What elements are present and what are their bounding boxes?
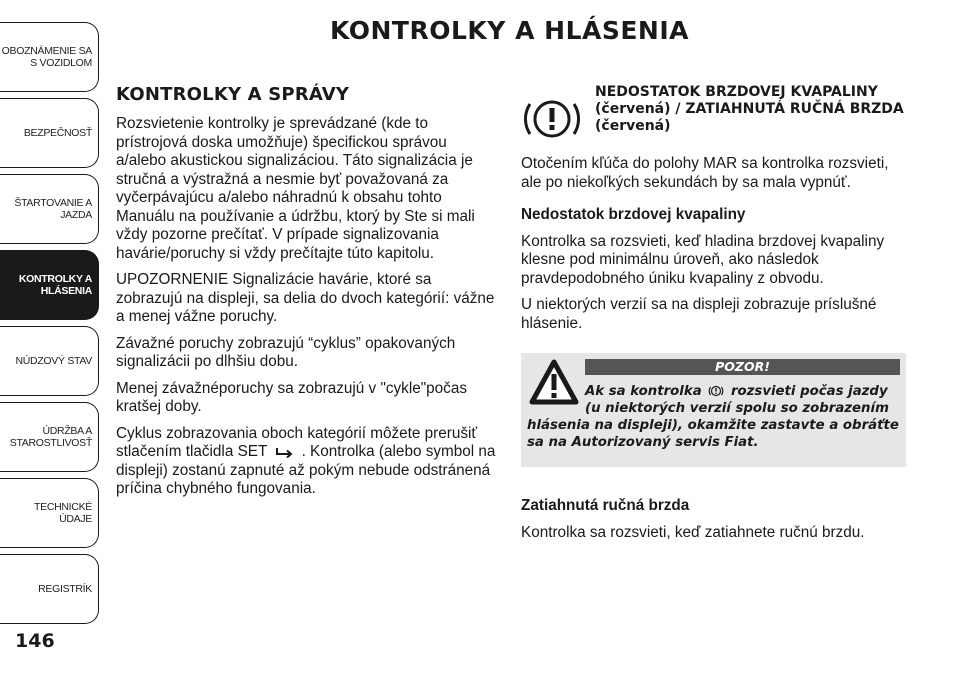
caution-line-2: (u niektorých verzií spolu so zobrazením [585, 401, 889, 416]
caution-text-before: Ak sa kontrolka [585, 384, 702, 399]
minor-faults-paragraph: Menej závažnéporuchy sa zobrazujú v "cykle"počas kratšej doby. [116, 379, 467, 415]
tab-registrik[interactable] [0, 554, 99, 624]
section-heading: KONTROLKY A SPRÁVY [116, 84, 350, 105]
display-message-paragraph: U niektorých verzií sa na displeji zobrazuje príslušné hlásenie. [521, 296, 877, 332]
brake-warning-icon [708, 383, 724, 399]
set-text-after: . Kontrolka (alebo symbol na displeji) zostanú zapnuté až pokým nebude odstránená príčina chybného fungovania. [116, 443, 496, 497]
tab-label: BEZPEČNOSŤ [23, 127, 92, 139]
notice-paragraph: UPOZORNENIE Signalizácie havárie, ktoré sa zobrazujú na displeji, sa delia do dvoch kategórií: vážne a menej vážne poruchy. [116, 271, 495, 325]
right-column [521, 84, 913, 550]
caution-box [521, 353, 906, 467]
tab-startovanie[interactable] [0, 174, 99, 244]
brake-fluid-paragraph: Kontrolka sa rozsvieti, keď hladina brzdovej kvapaliny klesne pod minimálnu úroveň, ako následok pravdepodobného úniku kvapaliny z obvodu. [521, 232, 885, 287]
tab-label: OBOZNÁMENIE SA S VOZIDLOM [1, 45, 92, 69]
intro-paragraph: Rozsvietenie kontrolky je sprevádzané (kde to prístrojová doska umožňuje) špecifickou správou a/alebo akustickou signalizáciou. Táto signalizácia je stručná a výstražná a nesmie byť považovaná za vyčerpávajúcu a/alebo náhradnú k obsahu tohto Manuálu na používanie a údržbu, ktorý by Ste si mali vždy pozorne prečítať. V prípade signalizovania havárie/poruchy si vždy prečítajte túto kapitolu. [116, 115, 475, 262]
severe-faults-paragraph: Závažné poruchy zobrazujú “cyklus” opakovaných signalizácii po dlhšiu dobu. [116, 334, 456, 370]
tab-label: TECHNICKÉ ÚDAJE [34, 501, 92, 525]
caution-label: POZOR! [585, 359, 900, 375]
handbrake-subheading: Zatiahnutá ručná brzda [521, 497, 690, 514]
tab-technicke-udaje[interactable] [0, 478, 99, 548]
tab-label: KONTROLKY A HLÁSENIA [18, 273, 92, 297]
tab-nudzovy-stav[interactable] [0, 326, 99, 396]
set-button-paragraph [116, 425, 501, 499]
tab-label: NÚDZOVÝ STAV [15, 355, 92, 367]
caution-text [527, 383, 900, 451]
tab-bezpecnost[interactable] [0, 98, 99, 168]
caution-text-after: rozsvieti počas jazdy [730, 384, 888, 399]
tab-oboznamenie[interactable] [0, 22, 99, 92]
warning-header [521, 84, 913, 150]
tab-label: ŠTARTOVANIE A JAZDA [14, 197, 92, 221]
caution-line-1 [527, 383, 900, 400]
warning-title: NEDOSTATOK BRZDOVEJ KVAPALINY (červená) / ZATIAHNUTÁ RUČNÁ BRZDA (červená) [595, 84, 904, 134]
set-text-before: Cyklus zobrazovania oboch kategórií môžete prerušiť stlačením tlačidla SET [116, 424, 478, 460]
tab-label: ÚDRŽBA A STAROSTLIVOSŤ [9, 425, 92, 449]
brake-fluid-subheading: Nedostatok brzdovej kvapaliny [521, 206, 746, 223]
set-return-icon [274, 446, 294, 458]
brake-warning-icon [521, 88, 583, 150]
tab-udrzba[interactable] [0, 402, 99, 472]
left-column [116, 84, 501, 507]
key-mar-paragraph: Otočením kľúča do polohy MAR sa kontrolka rozsvieti, ale po niekoľkých sekundách by sa mala vypnúť. [521, 155, 889, 191]
caution-rest: hlásenia na displeji), okamžite zastavte a obráťte sa na Autorizovaný servis Fiat. [527, 418, 899, 450]
tab-label: REGISTRÍK [38, 583, 92, 595]
page-title: KONTROLKY A HLÁSENIA [330, 16, 689, 45]
handbrake-paragraph: Kontrolka sa rozsvieti, keď zatiahnete ručnú brzdu. [521, 523, 865, 541]
tab-kontrolky[interactable] [0, 250, 99, 320]
page-number: 146 [15, 630, 55, 652]
